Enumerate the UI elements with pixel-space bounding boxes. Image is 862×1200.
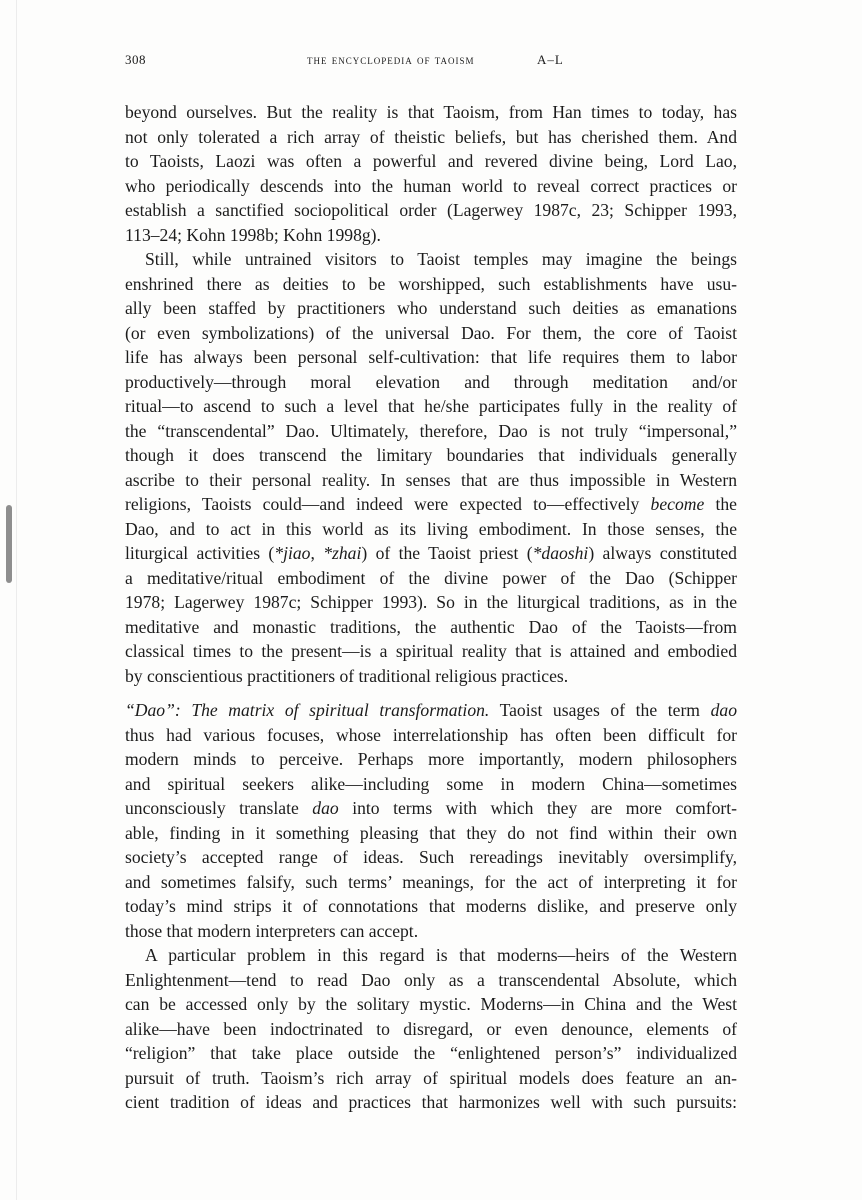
text-line: and sometimes falsify, such terms’ meanings, for the act of interpreting it for <box>125 871 737 892</box>
paragraph <box>125 943 737 1115</box>
text-line: society’s accepted range of ideas. Such rereadings inevitably oversimplify, <box>125 847 737 867</box>
text-line: a meditative/ritual embodiment of the divine power of the Dao (Schipper <box>125 567 737 588</box>
italic-term: dao <box>312 798 339 818</box>
text-line: (or even symbolizations) of the universal Dao. For them, the core of Taoist <box>125 322 737 343</box>
italic-term: “Dao”: The matrix of spiritual transformation. <box>125 700 490 720</box>
text-line: able, finding in it something pleasing that they do not find within their own <box>125 822 737 843</box>
text-line: unconsciously translate dao into terms with which they are more comfort- <box>125 798 737 818</box>
text-line: A particular problem in this regard is that moderns—heirs of the Western <box>145 945 737 965</box>
running-head <box>125 52 737 72</box>
text-line: liturgical activities (*jiao, *zhai) of the Taoist priest (*daoshi) always constituted <box>125 543 737 563</box>
text-line: enshrined there as deities to be worshipped, such establishments have usu- <box>125 273 737 294</box>
paragraph <box>125 698 737 943</box>
text-line: pursuit of truth. Taoism’s rich array of spiritual models does feature an an- <box>125 1067 737 1088</box>
running-section: A–L <box>537 52 564 67</box>
text-line: meditative and monastic traditions, the authentic Dao of the Taoists—from <box>125 616 737 637</box>
text-line: productively—through moral elevation and through meditation and/or <box>125 371 737 392</box>
text-line: not only tolerated a rich array of theistic beliefs, but has cherished them. And <box>125 126 737 147</box>
text-line: “Dao”: The matrix of spiritual transformation. Taoist usages of the term dao <box>125 700 737 720</box>
text-line: Dao, and to act in this world as its living embodiment. In those senses, the <box>125 518 737 539</box>
text-line: religions, Taoists could—and indeed were expected to—effectively become the <box>125 494 737 514</box>
text-line: ritual—to ascend to such a level that he/she participates fully in the reality of <box>125 396 737 416</box>
text-line: modern minds to perceive. Perhaps more importantly, modern philosophers <box>125 749 737 769</box>
text-line: though it does transcend the limitary boundaries that individuals generally <box>125 445 737 465</box>
text-line: beyond ourselves. But the reality is that Taoism, from Han times to today, has <box>125 102 737 122</box>
italic-term: *jiao <box>274 543 311 563</box>
text-line: classical times to the present—is a spiritual reality that is attained and embodied <box>125 641 737 661</box>
text-line: by conscientious practitioners of traditional religious practices. <box>125 665 569 686</box>
running-title: the encyclopedia of taoism <box>307 52 475 67</box>
text-line: alike—have been indoctrinated to disregard, or even denounce, elements of <box>125 1018 737 1039</box>
page-number: 308 <box>125 52 146 67</box>
text-line: Enlightenment—tend to read Dao only as a transcendental Absolute, which <box>125 969 737 990</box>
text-line: ascribe to their personal reality. In senses that are thus impossible in Western <box>125 469 737 490</box>
text-line: cient tradition of ideas and practices that harmonizes well with such pursuits: <box>125 1092 737 1112</box>
paragraph <box>125 100 737 247</box>
text-line: can be accessed only by the solitary mystic. Moderns—in China and the West <box>125 994 737 1014</box>
text-line: 113–24; Kohn 1998b; Kohn 1998g). <box>125 224 381 245</box>
text-line: Still, while untrained visitors to Taoist temples may imagine the beings <box>145 249 737 269</box>
italic-term: dao <box>710 700 737 720</box>
text-line: those that modern interpreters can accept. <box>125 920 419 941</box>
page-edge-shadow <box>16 0 17 1200</box>
text-line: the “transcendental” Dao. Ultimately, therefore, Dao is not truly “impersonal,” <box>125 420 737 441</box>
text-line: life has always been personal self-cultivation: that life requires them to labor <box>125 347 737 367</box>
text-line: establish a sanctified sociopolitical order (Lagerwey 1987c, 23; Schipper 1993, <box>125 200 737 220</box>
paragraph-gap <box>125 688 737 698</box>
text-line: “religion” that take place outside the “enlightened person’s” individualized <box>125 1043 737 1063</box>
text-line: 1978; Lagerwey 1987c; Schipper 1993). So in the liturgical traditions, as in the <box>125 592 737 612</box>
italic-term: *zhai <box>323 543 362 563</box>
text-line: to Taoists, Laozi was often a powerful and revered divine being, Lord Lao, <box>125 151 737 171</box>
italic-term: become <box>650 494 705 514</box>
text-line: and spiritual seekers alike—including some in modern China—sometimes <box>125 773 737 794</box>
italic-term: *daoshi <box>532 543 589 563</box>
text-line: who periodically descends into the human world to reveal correct practices or <box>125 175 737 196</box>
text-line: thus had various focuses, whose interrelationship has often been difficult for <box>125 724 737 745</box>
body-text <box>125 100 737 1115</box>
text-line: today’s mind strips it of connotations that moderns dislike, and preserve only <box>125 896 737 916</box>
text-line: ally been staffed by practitioners who understand such deities as emanations <box>125 298 737 318</box>
scroll-indicator[interactable] <box>6 505 12 583</box>
paragraph <box>125 247 737 688</box>
